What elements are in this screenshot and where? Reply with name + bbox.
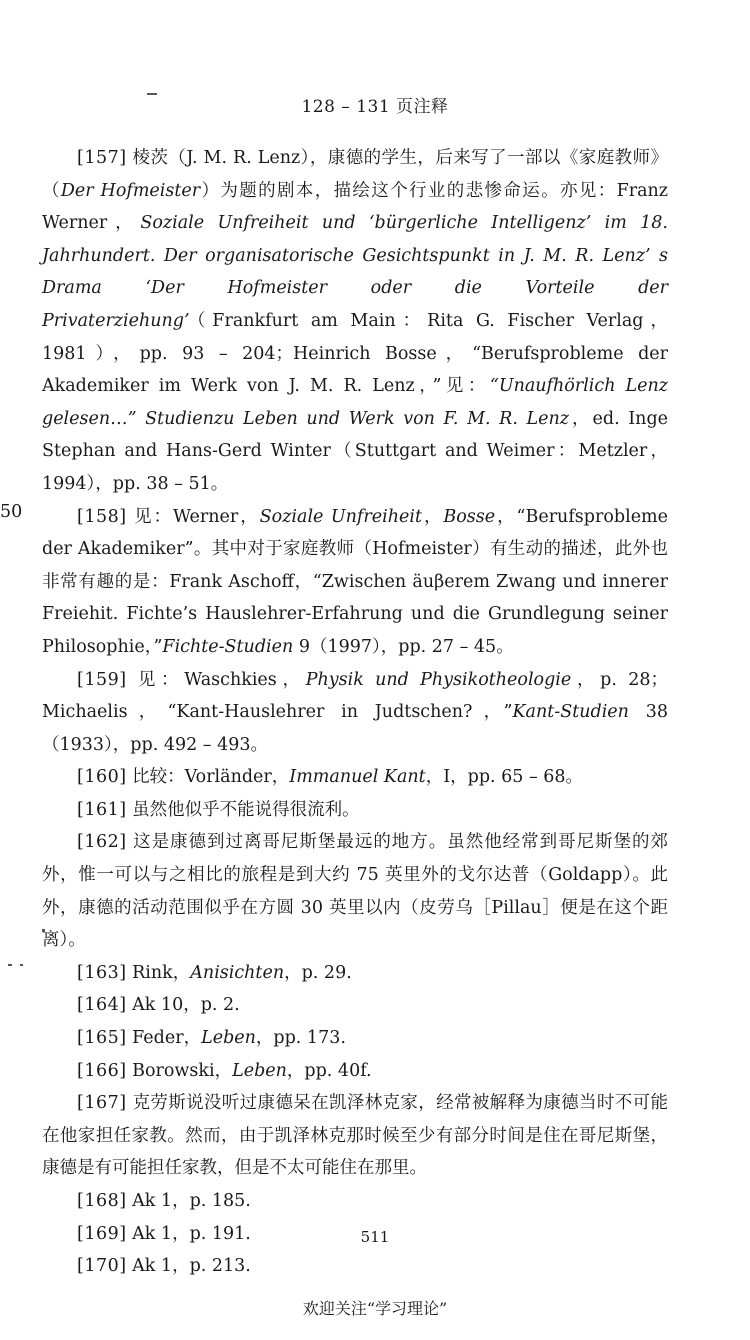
endnote-text: ，pp. 40f.: [286, 1060, 372, 1081]
endnote-paragraph: [42, 957, 668, 990]
endnote-number: [161]: [77, 799, 127, 820]
endnote-italic-title: Physik und Physikotheologie: [305, 669, 572, 690]
endnote-paragraph: [42, 989, 668, 1022]
page-number: 511: [360, 1228, 390, 1246]
endnote-italic-title: Soziale Unfreiheit: [259, 506, 422, 527]
endnote-text: ，I，pp. 65 – 68。: [425, 767, 584, 788]
endnote-text: 9（1997），pp. 27 – 45。: [293, 636, 514, 657]
endnote-text: Ak 10，p. 2.: [126, 995, 240, 1016]
endnote-italic-title: Leben: [232, 1060, 287, 1081]
endnote-paragraph: [42, 1185, 668, 1218]
endnote-italic-title: Anisichten: [190, 962, 285, 983]
endnote-paragraph: [42, 826, 668, 956]
endnote-paragraph: [42, 501, 668, 664]
endnote-text: ，p. 28；Michaelis，“Kant-Hauslehrer in Judtschen?，”: [42, 669, 668, 723]
endnote-paragraph: [42, 794, 668, 827]
endnote-italic-title: Fichte-Studien: [162, 636, 294, 657]
endnote-text: ，ed. Inge Stephan and Hans-Gerd Winter（Stuttgart and Weimer：Metzler，1994），pp. 38 – 51。: [42, 408, 669, 494]
endnote-italic-title: Immanuel Kant: [289, 767, 426, 788]
endnote-number: [166]: [77, 1060, 127, 1081]
endnote-number: [163]: [77, 962, 127, 983]
endnote-italic-title: “Unaufhörlich Lenz gelesen…” Studienzu Leben und Werk von F. M. R. Lenz: [42, 376, 668, 429]
endnote-paragraph: [42, 1250, 668, 1283]
endnote-text: 38（1933），pp. 492 – 493。: [42, 702, 668, 755]
endnote-text: 比较：Vorländer，: [126, 767, 290, 788]
endnote-paragraph: [42, 1055, 668, 1088]
endnote-paragraph: [42, 1022, 668, 1055]
endnote-paragraph: [42, 664, 668, 762]
endnote-text: Feder，: [126, 1028, 202, 1049]
endnote-text: 见：Werner，: [126, 506, 260, 527]
endnote-number: [157]: [77, 148, 127, 168]
footer-watermark-text: 欢迎关注“学习理论”: [302, 1299, 448, 1318]
endnote-text: Borowski，: [126, 1060, 233, 1081]
endnote-number: [164]: [77, 995, 127, 1016]
endnote-paragraph: [42, 761, 668, 794]
endnote-italic-title: Bosse: [443, 506, 496, 527]
endnote-text: Ak 1，p. 191.: [126, 1223, 251, 1244]
endnote-text: ，“Berufsprobleme der Akademiker”。其中对于家庭教师（Hofmeister）有生动的描述，此外也非常有趣的是：Frank Aschoff，“Zwischen äuβerem Zwang und innerer Freiehit. Fichte’s Hauslehrer-Erfahrung und die Grundlegung seiner Philosophie，”: [42, 506, 668, 657]
endnote-text: 克劳斯说没听过康德呆在凯泽林克家，经常被解释为康德当时不可能在他家担任家教。然而，由于凯泽林克那时候至少有部分时间是住在哥尼斯堡，康德是有可能担任家教，但是不太可能住在那里。: [42, 1093, 668, 1179]
scan-speck: [20, 964, 23, 966]
endnote-number: [168]: [77, 1191, 127, 1211]
running-head: 128 – 131 页注释: [301, 97, 449, 117]
endnote-number: [165]: [77, 1028, 127, 1049]
endnote-paragraph: [42, 142, 668, 501]
endnote-italic-title: Soziale Unfreiheit und ‘bürgerliche Intelligenz’ im 18. Jahrhundert. Der organisatorische Gesichtspunkt in J. M. R. Lenz’ s Drama ‘Der Hofmeister oder die Vorteile der Privaterziehung’: [42, 213, 668, 331]
scan-speck: [8, 964, 12, 966]
margin-line-number: 50: [0, 502, 23, 522]
endnote-number: [162]: [77, 832, 127, 853]
endnote-number: [169]: [77, 1223, 127, 1244]
endnote-text: Ak 1，p. 185.: [126, 1191, 251, 1211]
endnote-text: ）为题的剧本，描绘这个行业的悲惨命运。亦见：Franz Werner，: [42, 180, 669, 234]
endnote-italic-title: Der Hofmeister: [60, 180, 201, 201]
endnote-number: [167]: [77, 1093, 127, 1114]
endnote-text: 虽然他似乎不能说得很流利。: [126, 799, 360, 820]
endnote-text: （Frankfurt am Main：Rita G. Fischer Verlag，1981），pp. 93 – 204；Heinrich Bosse，“Berufsprobleme der Akademiker im Werk von J. M. R. Lenz，”见：: [42, 310, 668, 397]
endnote-text: ，: [422, 506, 444, 527]
endnote-number: [159]: [77, 669, 127, 690]
endnote-number: [158]: [77, 506, 127, 527]
endnote-text: ，pp. 173.: [255, 1028, 346, 1049]
endnotes-body: [42, 142, 668, 1283]
endnote-text: 这是康德到过离哥尼斯堡最远的地方。虽然他经常到哥尼斯堡的郊外，惟一可以与之相比的旅程是到大约 75 英里外的戈尔达普（Goldapp）。此外，康德的活动范围似乎在方圆 30 英里以内（皮劳乌［Pillau］便是在这个距离）。: [42, 832, 668, 951]
endnote-text: ，p. 29.: [284, 962, 352, 983]
endnote-text: Rink，: [126, 962, 191, 983]
endnote-text: 见：Waschkies，: [126, 669, 306, 690]
endnote-text: Ak 1，p. 213.: [126, 1256, 251, 1277]
endnote-number: [170]: [77, 1256, 127, 1277]
endnote-italic-title: Leben: [201, 1028, 256, 1049]
endnote-italic-title: Kant-Studien: [512, 702, 629, 723]
endnote-text: 棱茨（J. M. R. Lenz），康德的学生，后来写了一部以《家庭教师》（: [42, 148, 668, 201]
endnote-number: [160]: [77, 767, 127, 788]
endnote-paragraph: [42, 1087, 668, 1185]
